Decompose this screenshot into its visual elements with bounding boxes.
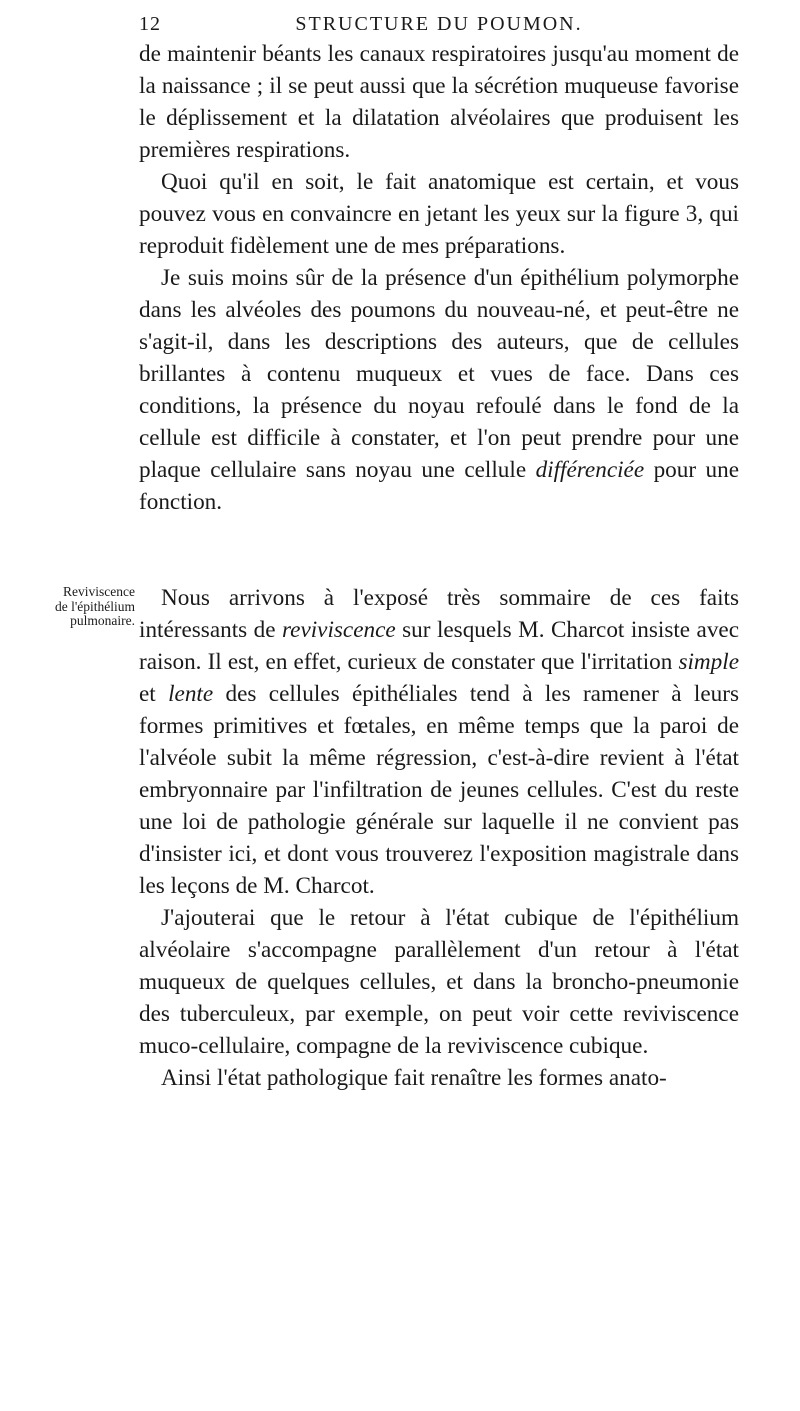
paragraph xyxy=(139,262,739,518)
italic-term: simple xyxy=(678,649,739,675)
paragraph: Ainsi l'état pathologique fait renaître les formes anato- xyxy=(161,1065,667,1091)
margin-note-line: de l'épithélium xyxy=(54,598,135,614)
paragraph-text: pour une fonction. xyxy=(139,457,739,515)
paragraph-text: des cellules épithéliales tend à les ramener à leurs formes primitives et fœtales, en même temps que la paroi de l'alvéole subit la même régression, c'est-à-dire revient à l'état embryonnaire par l'infiltration de jeunes cellules. C'est du reste une loi de pathologie générale sur laquelle il ne convient pas d'insister ici, et dont vous trouverez l'exposition magistrale dans les leçons de M. Charcot. xyxy=(139,681,739,899)
paragraph-text: Nous arrivons à l'exposé très sommaire de ces faits intéressants de xyxy=(139,585,739,643)
margin-note-line: pulmonaire. xyxy=(70,613,135,628)
paragraph: Quoi qu'il en soit, le fait anatomique est certain, et vous pouvez vous en convaincre en jetant les yeux sur la figure 3, qui reproduit fidèlement une de mes préparations. xyxy=(139,169,739,259)
italic-term: lente xyxy=(168,681,214,707)
page-header xyxy=(139,10,739,38)
text-block-lower xyxy=(139,582,739,1094)
paragraph-text: et xyxy=(139,681,169,707)
paragraph-text: sur lesquels M. Charcot insiste avec raison. Il est, en effet, curieux de constater que l'irritation xyxy=(139,617,739,675)
paragraph xyxy=(139,582,739,902)
margin-note xyxy=(13,585,135,629)
margin-note-line: Reviviscence xyxy=(63,584,135,599)
paragraph-text: Je suis moins sûr de la présence d'un épithélium polymorphe dans les alvéoles des poumons du nouveau-né, et peut-être ne s'agit-il, dans les descriptions des auteurs, que de cellules brillantes à contenu muqueux et vues de face. Dans ces conditions, la présence du noyau refoulé dans le fond de la cellule est difficile à constater, et l'on peut prendre pour une plaque cellulaire sans noyau une cellule xyxy=(139,265,739,483)
text-block-upper xyxy=(139,38,739,518)
italic-term: reviviscence xyxy=(281,617,396,643)
paragraph-continuation: de maintenir béants les canaux respiratoires jusqu'au moment de la naissance ; il se peut aussi que la sécrétion muqueuse favorise le déplissement et la dilatation alvéolaires que produisent les premières respirations. xyxy=(139,41,739,163)
running-title: STRUCTURE DU POUMON. xyxy=(295,13,583,35)
italic-term: différenciée xyxy=(535,457,645,483)
paragraph: J'ajouterai que le retour à l'état cubique de l'épithélium alvéolaire s'accompagne parallèlement d'un retour à l'état muqueux de quelques cellules, et dans la broncho-pneumonie des tuberculeux, par exemple, on peut voir cette reviviscence muco-cellulaire, compagne de la reviviscence cubique. xyxy=(139,905,739,1059)
page-number: 12 xyxy=(139,13,161,35)
